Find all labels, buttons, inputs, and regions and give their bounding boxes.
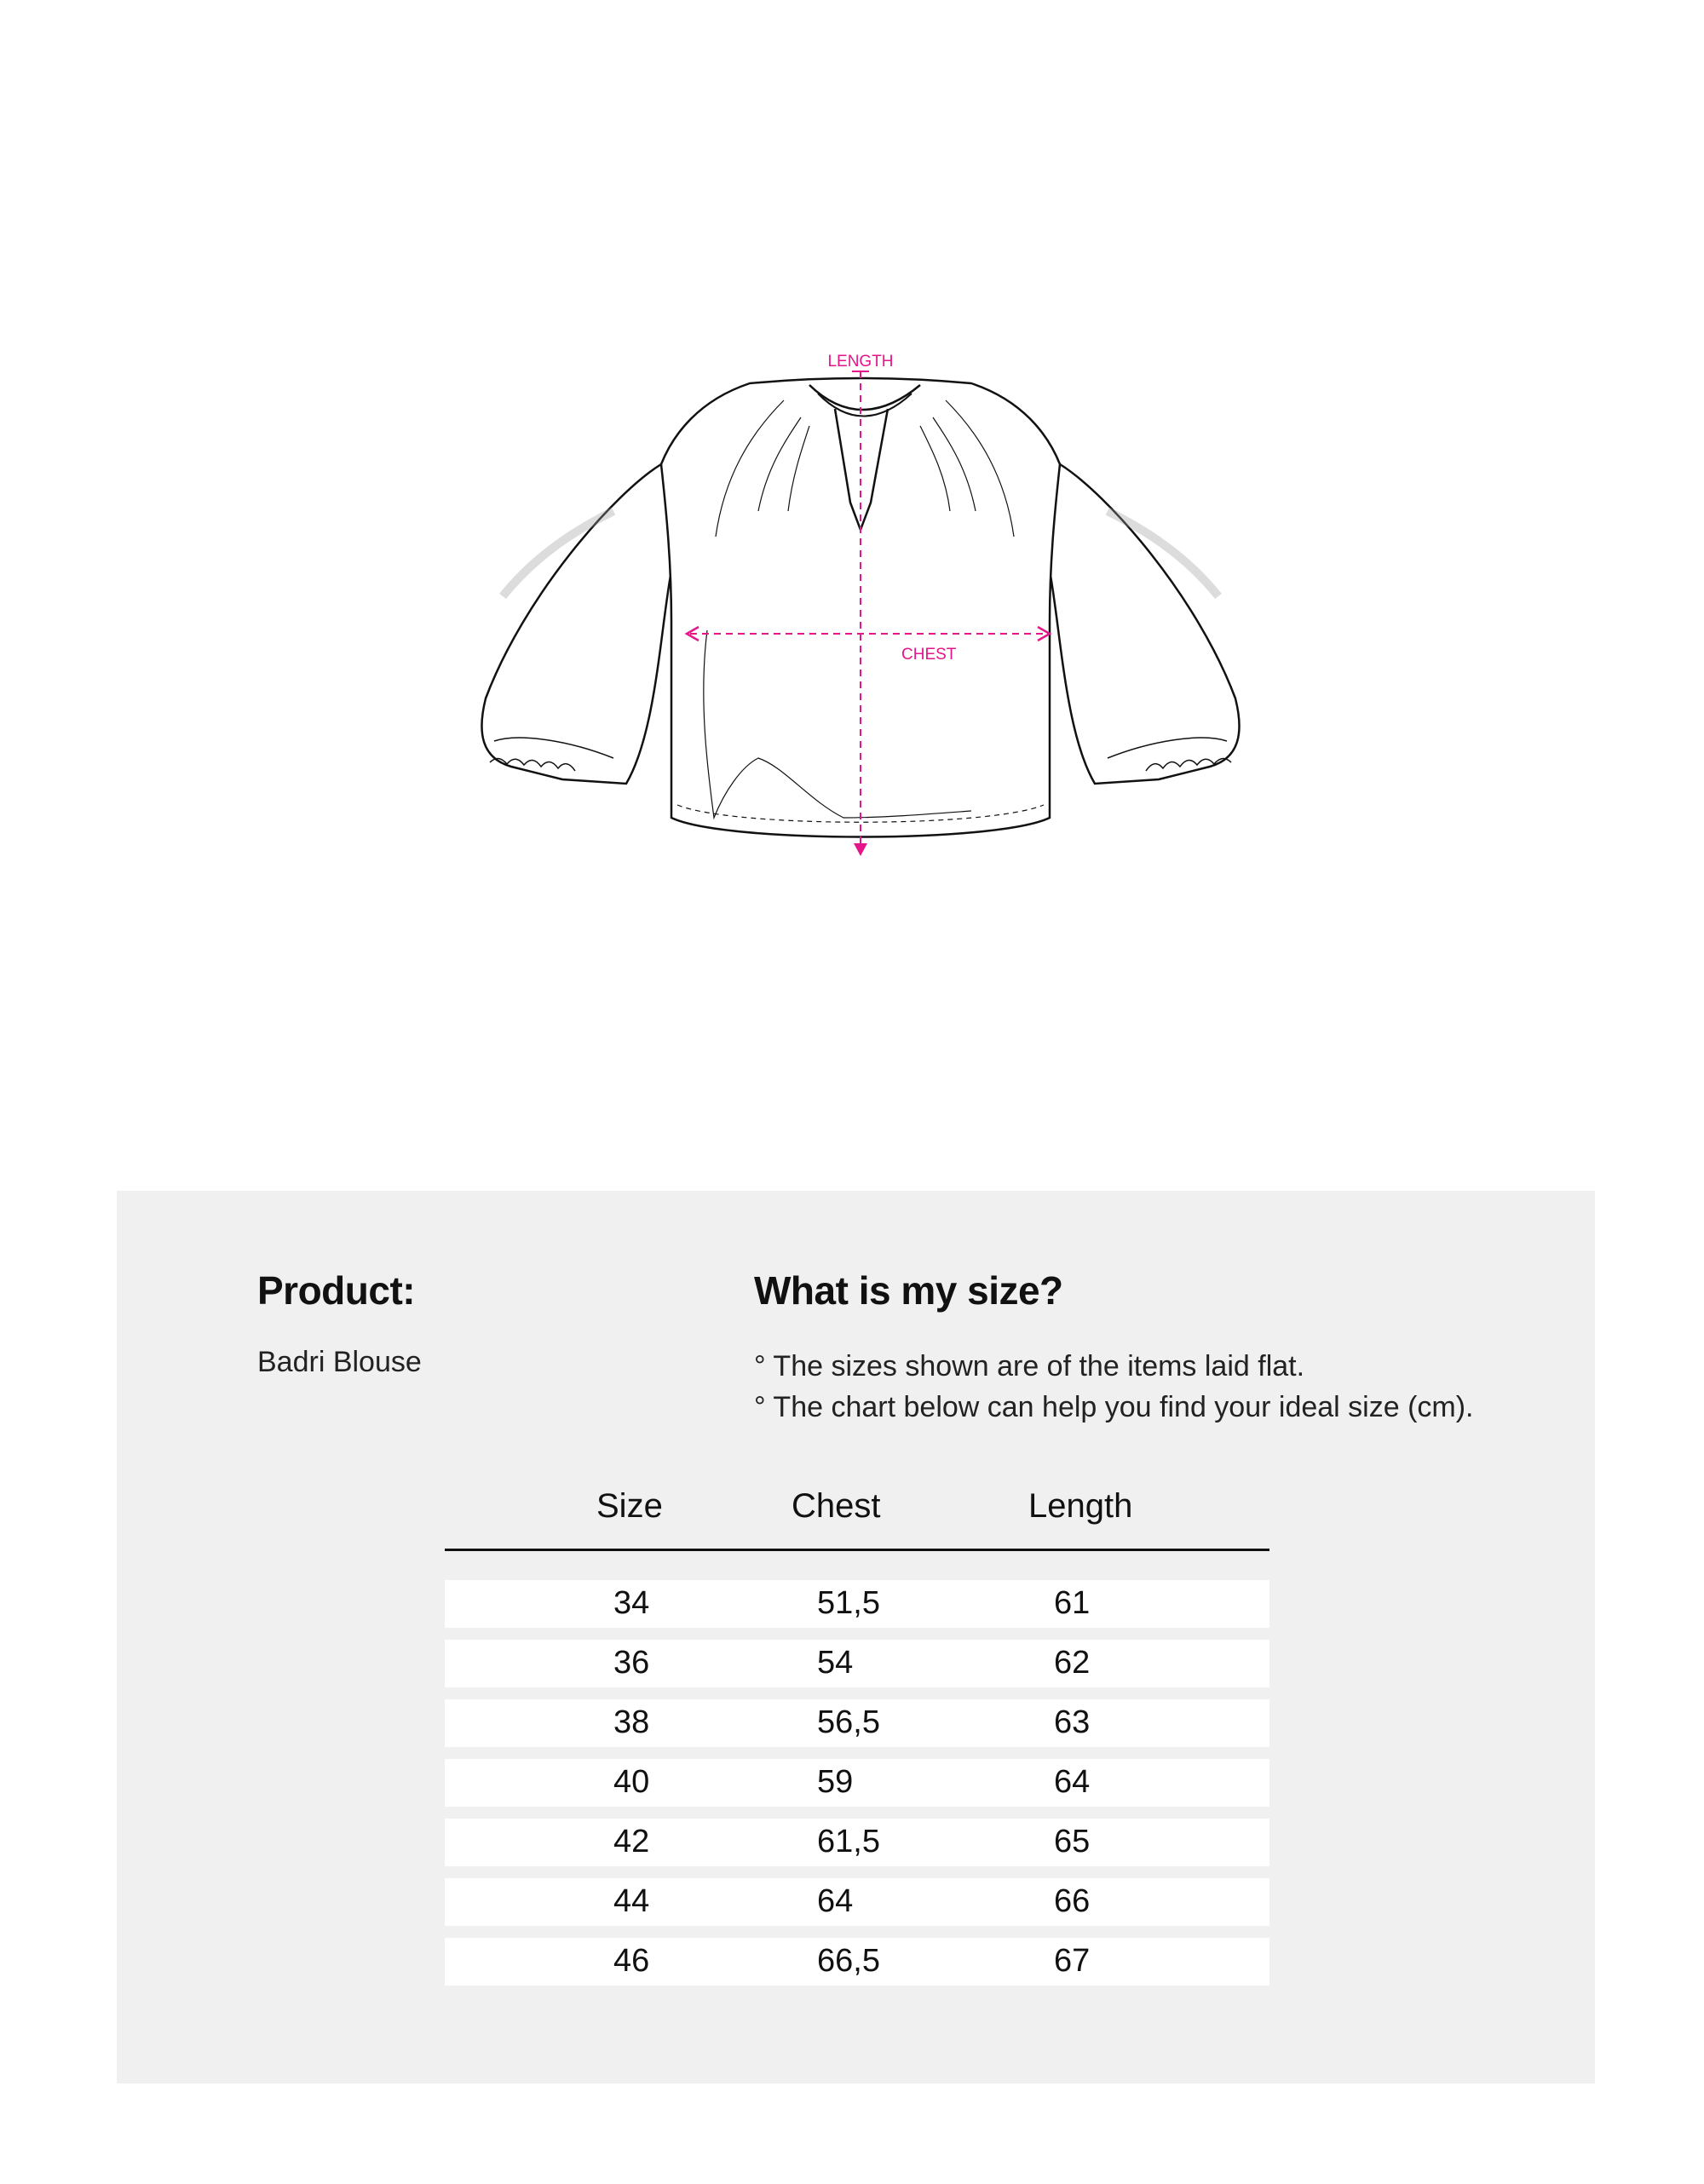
header-size: Size — [596, 1487, 663, 1525]
cell-chest: 59 — [817, 1764, 854, 1800]
size-note: ° The chart below can help you find your ideal size (cm). — [754, 1391, 1474, 1423]
cell-size: 36 — [613, 1645, 650, 1681]
table-row — [445, 1819, 1269, 1866]
cell-size: 34 — [613, 1585, 650, 1621]
cell-size: 38 — [613, 1704, 650, 1740]
cell-size: 42 — [613, 1824, 650, 1859]
chest-label: CHEST — [901, 646, 957, 664]
table-row — [445, 1699, 1269, 1747]
size-guide-panel — [117, 1191, 1595, 2083]
garment-diagram — [443, 341, 1278, 869]
cell-length: 67 — [1054, 1943, 1091, 1979]
size-table — [445, 1480, 1269, 1997]
cell-length: 65 — [1054, 1824, 1091, 1859]
cell-size: 44 — [613, 1883, 650, 1919]
cell-length: 62 — [1054, 1645, 1091, 1681]
cell-chest: 64 — [817, 1883, 854, 1919]
cell-chest: 51,5 — [817, 1585, 880, 1621]
size-note: ° The sizes shown are of the items laid flat. — [754, 1350, 1305, 1382]
size-notes — [754, 1346, 1474, 1428]
cell-chest: 56,5 — [817, 1704, 880, 1740]
cell-chest: 66,5 — [817, 1943, 880, 1979]
blouse-illustration — [443, 341, 1278, 869]
table-header — [445, 1480, 1269, 1551]
table-row — [445, 1580, 1269, 1628]
table-row — [445, 1938, 1269, 1986]
cell-chest: 61,5 — [817, 1824, 880, 1859]
cell-length: 64 — [1054, 1764, 1091, 1800]
cell-size: 40 — [613, 1764, 650, 1800]
table-row — [445, 1640, 1269, 1687]
product-name: Badri Blouse — [257, 1346, 422, 1378]
cell-chest: 54 — [817, 1645, 854, 1681]
cell-length: 66 — [1054, 1883, 1091, 1919]
cell-length: 61 — [1054, 1585, 1091, 1621]
header-length: Length — [1028, 1487, 1133, 1525]
cell-length: 63 — [1054, 1704, 1091, 1740]
cell-size: 46 — [613, 1943, 650, 1979]
length-label: LENGTH — [827, 353, 894, 371]
size-heading: What is my size? — [754, 1268, 1063, 1313]
table-row — [445, 1759, 1269, 1807]
table-row — [445, 1878, 1269, 1926]
product-heading: Product: — [257, 1268, 416, 1313]
header-chest: Chest — [792, 1487, 881, 1525]
